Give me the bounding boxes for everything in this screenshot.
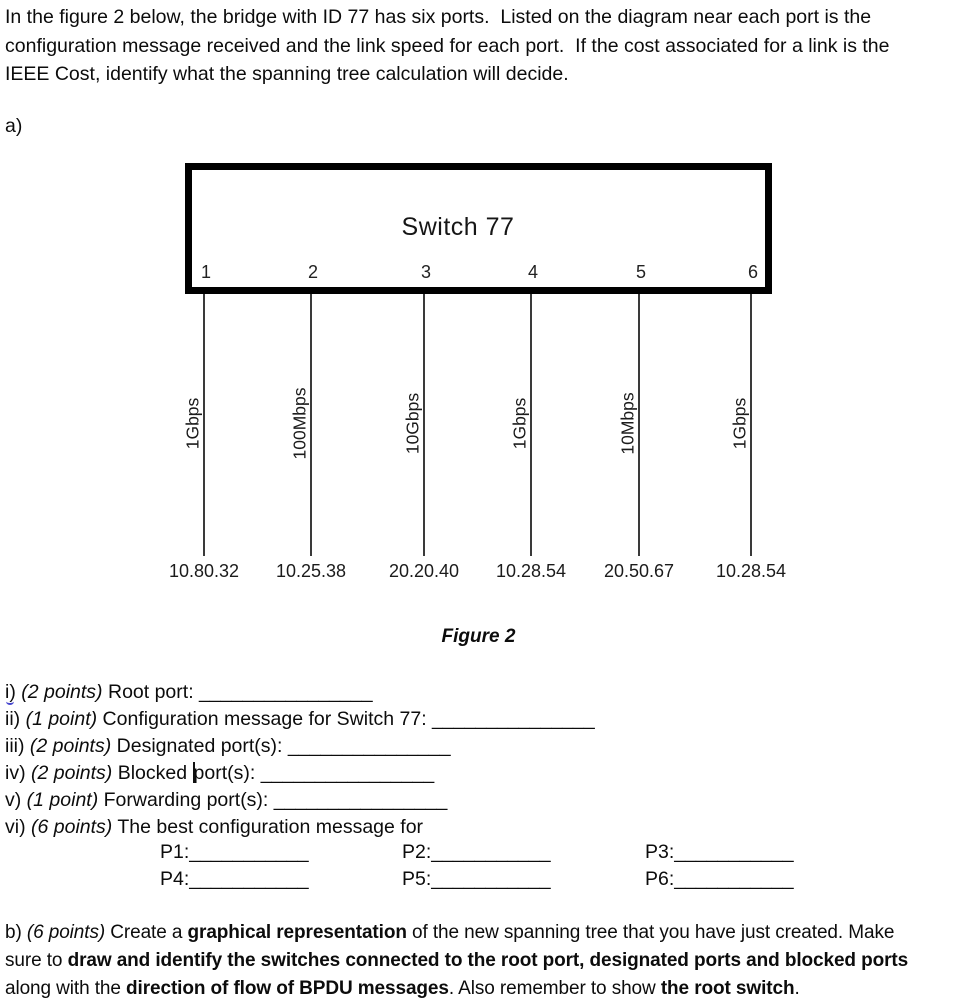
question-vi: vi) (6 points) The best configuration message for: [5, 816, 424, 838]
p-label: P3:: [645, 841, 675, 863]
question-list: [5, 679, 595, 841]
question-i: i) (2 points) Root port: ________________: [5, 681, 373, 703]
link-speed-label: 1Gbps: [182, 397, 203, 450]
port-answer-p1: [160, 841, 309, 864]
port-answer-p5: [402, 868, 551, 891]
section-b-line: b) (6 points) Create a graphical representation of the new spanning tree that you have just created. Make: [5, 922, 895, 943]
config-message-label: 10.25.38: [275, 561, 347, 581]
question-v: v) (1 point) Forwarding port(s): ________________: [5, 789, 448, 811]
link-speed-label: 100Mbps: [289, 387, 310, 460]
link-speed-label: 1Gbps: [509, 397, 530, 450]
port-answer-p2: [402, 841, 551, 864]
answer-blank: ___________: [674, 868, 794, 890]
port-number-6: 6: [747, 262, 758, 282]
port-number-2: 2: [307, 262, 318, 282]
port-answer-p6: [645, 868, 794, 891]
figure-caption: Figure 2: [441, 626, 516, 647]
question-ii: ii) (1 point) Configuration message for Switch 77: _______________: [5, 708, 595, 730]
port-number-4: 4: [527, 262, 538, 282]
question-iv: iv) (2 points) Blocked port(s): ________________: [5, 762, 435, 784]
link-speed-label: 1Gbps: [729, 397, 750, 450]
answer-blank: ___________: [431, 868, 551, 890]
intro-line: IEEE Cost, identify what the spanning tree calculation will decide.: [5, 63, 569, 85]
link-speed-label: 10Mbps: [617, 392, 638, 455]
port-answer-p3: [645, 841, 794, 864]
config-message-label: 20.20.40: [388, 561, 460, 581]
config-message-label: 10.28.54: [715, 561, 787, 581]
config-message-label: 10.80.32: [168, 561, 240, 581]
section-b-line: along with the direction of flow of BPDU messages. Also remember to show the root switch.: [5, 978, 800, 999]
config-message-label: 20.50.67: [603, 561, 675, 581]
p-label: P2:: [402, 841, 432, 863]
switch-title: Switch 77: [401, 213, 515, 241]
p-label: P6:: [645, 868, 675, 890]
section-b-paragraph: [5, 919, 908, 1003]
p-label: P5:: [402, 868, 432, 890]
link-speed-label: 10Gbps: [402, 392, 423, 455]
intro-line: In the figure 2 below, the bridge with ID 77 has six ports. Listed on the diagram near each port is the: [5, 6, 872, 28]
port-answer-p4: [160, 868, 309, 891]
port-number-1: 1: [200, 262, 211, 282]
intro-line: configuration message received and the link speed for each port. If the cost associated for a link is the: [5, 34, 890, 57]
answer-blank: ___________: [189, 841, 309, 863]
question-iii: iii) (2 points) Designated port(s): _______________: [5, 735, 451, 757]
port-number-3: 3: [420, 262, 431, 282]
section-b-line: sure to draw and identify the switches connected to the root port, designated ports and blocked ports: [5, 950, 909, 971]
answer-blank: ___________: [189, 868, 309, 890]
p-label: P4:: [160, 868, 190, 890]
intro-paragraph: [5, 3, 890, 89]
switch-box: [185, 163, 772, 294]
answer-blank: ___________: [431, 841, 551, 863]
config-message-label: 10.28.54: [495, 561, 567, 581]
p-label: P1:: [160, 841, 190, 863]
section-a-label: a): [5, 115, 23, 137]
port-number-5: 5: [635, 262, 646, 282]
answer-blank: ___________: [674, 841, 794, 863]
